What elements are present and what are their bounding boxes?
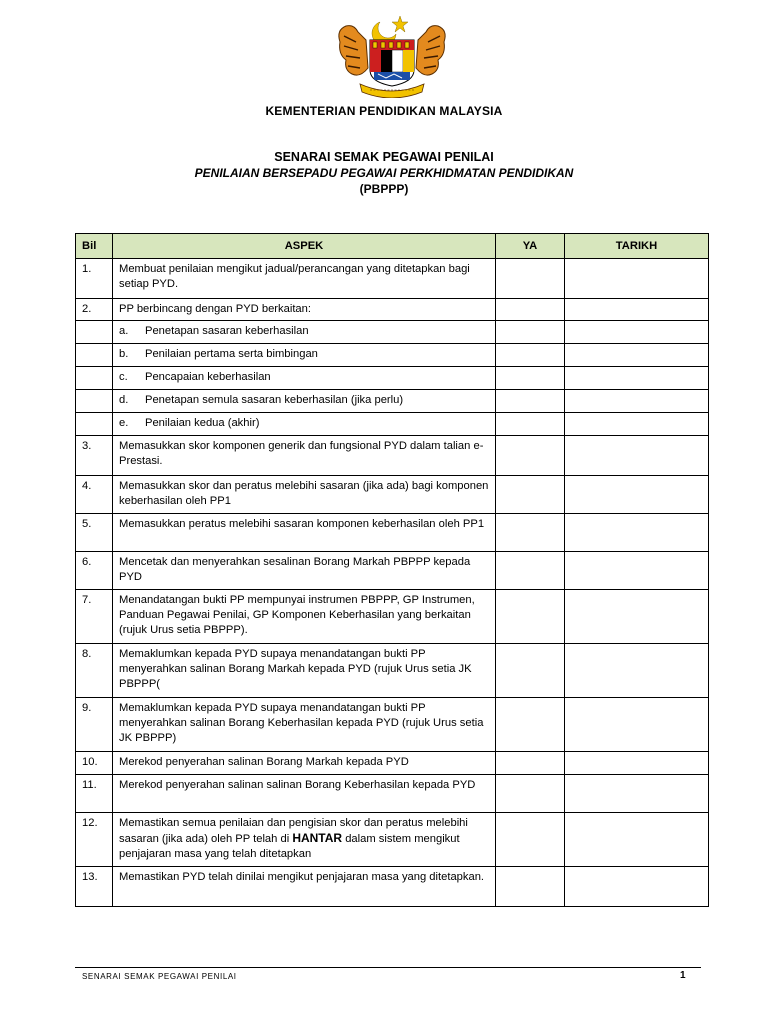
row-number: 6. xyxy=(76,552,113,590)
column-header-bil: Bil xyxy=(76,234,113,259)
sub-item-letter: c. xyxy=(119,371,128,383)
row-aspect: Membuat penilaian mengikut jadual/perancangan yang ditetapkan bagi setiap PYD. xyxy=(113,259,496,299)
row-number-empty xyxy=(76,321,113,344)
tarikh-cell[interactable] xyxy=(565,698,709,752)
tarikh-cell[interactable] xyxy=(565,552,709,590)
row-aspect xyxy=(113,367,496,390)
row-number: 13. xyxy=(76,867,113,907)
ya-cell[interactable] xyxy=(496,775,565,813)
table-subrow xyxy=(76,367,709,390)
table-row xyxy=(76,299,709,321)
ya-cell[interactable] xyxy=(496,299,565,321)
row-aspect: Mencetak dan menyerahkan sesalinan Borang Markah PBPPP kepada PYD xyxy=(113,552,496,590)
ya-cell[interactable] xyxy=(496,259,565,299)
table-row xyxy=(76,259,709,299)
column-header-tarikh: TARIKH xyxy=(565,234,709,259)
row-aspect xyxy=(113,321,496,344)
document-subtitle: PENILAIAN BERSEPADU PEGAWAI PERKHIDMATAN PENDIDIKAN xyxy=(194,166,574,180)
row-aspect: PP berbincang dengan PYD berkaitan: xyxy=(113,299,496,321)
row-aspect xyxy=(113,344,496,367)
ya-cell[interactable] xyxy=(496,514,565,552)
table-row xyxy=(76,752,709,775)
table-subrow xyxy=(76,321,709,344)
row-aspect: Memasukkan skor komponen generik dan fungsional PYD dalam talian e-Prestasi. xyxy=(113,436,496,476)
hantar-emphasis: HANTAR xyxy=(292,831,343,845)
row-number: 7. xyxy=(76,590,113,644)
sub-item-text: Penilaian pertama serta bimbingan xyxy=(145,348,318,360)
ya-cell[interactable] xyxy=(496,698,565,752)
tarikh-cell[interactable] xyxy=(565,299,709,321)
ya-cell[interactable] xyxy=(496,413,565,436)
row-number: 12. xyxy=(76,813,113,867)
column-header-ya: YA xyxy=(496,234,565,259)
row-number: 3. xyxy=(76,436,113,476)
tarikh-cell[interactable] xyxy=(565,413,709,436)
table-row xyxy=(76,867,709,907)
tarikh-cell[interactable] xyxy=(565,644,709,698)
ya-cell[interactable] xyxy=(496,752,565,775)
row-number: 1. xyxy=(76,259,113,299)
checklist-table xyxy=(75,233,709,907)
row-aspect xyxy=(113,413,496,436)
sub-item-text: Penetapan sasaran keberhasilan xyxy=(145,325,309,337)
row-aspect: Merekod penyerahan salinan salinan Borang Keberhasilan kepada PYD xyxy=(113,775,496,813)
row-number: 11. xyxy=(76,775,113,813)
tarikh-cell[interactable] xyxy=(565,867,709,907)
row-aspect: Menandatangan bukti PP mempunyai instrumen PBPPP, GP Instrumen, Panduan Pegawai Penilai, GP Komponen Keberhasilan yang berkaitan (rujuk Urus setia PBPPP). xyxy=(113,590,496,644)
row-number: 8. xyxy=(76,644,113,698)
sub-item-text: Penilaian kedua (akhir) xyxy=(145,417,260,429)
page-number: 1 xyxy=(680,970,686,981)
ya-cell[interactable] xyxy=(496,436,565,476)
tarikh-cell[interactable] xyxy=(565,344,709,367)
ya-cell[interactable] xyxy=(496,644,565,698)
table-row xyxy=(76,775,709,813)
sub-item-text: Pencapaian keberhasilan xyxy=(145,371,271,383)
malaysia-coat-of-arms-icon xyxy=(330,12,454,98)
row-number: 5. xyxy=(76,514,113,552)
table-row xyxy=(76,644,709,698)
tarikh-cell[interactable] xyxy=(565,321,709,344)
tarikh-cell[interactable] xyxy=(565,775,709,813)
tarikh-cell[interactable] xyxy=(565,390,709,413)
tarikh-cell[interactable] xyxy=(565,813,709,867)
row-aspect: Memasukkan skor dan peratus melebihi sasaran (jika ada) bagi komponen keberhasilan oleh PP1 xyxy=(113,476,496,514)
tarikh-cell[interactable] xyxy=(565,436,709,476)
tarikh-cell[interactable] xyxy=(565,259,709,299)
table-subrow xyxy=(76,344,709,367)
aspect-text-after: dalam sistem mengikut penjajaran masa yang telah ditetapkan xyxy=(119,833,460,860)
row-number-empty xyxy=(76,344,113,367)
row-aspect: Memaklumkan kepada PYD supaya menandatangan bukti PP menyerahkan salinan Borang Keberhasilan kepada PYD (rujuk Urus setia JK PBPPP) xyxy=(113,698,496,752)
table-row xyxy=(76,552,709,590)
row-number-empty xyxy=(76,367,113,390)
row-number: 4. xyxy=(76,476,113,514)
tarikh-cell[interactable] xyxy=(565,752,709,775)
table-row xyxy=(76,813,709,867)
ya-cell[interactable] xyxy=(496,321,565,344)
ministry-name: KEMENTERIAN PENDIDIKAN MALAYSIA xyxy=(265,104,503,118)
aspect-text-before: Memastikan semua penilaian dan pengisian skor dan peratus melebihi sasaran (jika ada) oleh PP telah di xyxy=(119,817,468,845)
row-number: 9. xyxy=(76,698,113,752)
row-number-empty xyxy=(76,390,113,413)
table-row xyxy=(76,436,709,476)
column-header-aspek: ASPEK xyxy=(113,234,496,259)
ya-cell[interactable] xyxy=(496,390,565,413)
ya-cell[interactable] xyxy=(496,344,565,367)
ya-cell[interactable] xyxy=(496,367,565,390)
table-row xyxy=(76,590,709,644)
row-aspect: Memastikan PYD telah dinilai mengikut penjajaran masa yang ditetapkan. xyxy=(113,867,496,907)
sub-item-text: Penetapan semula sasaran keberhasilan (jika perlu) xyxy=(145,394,404,406)
table-row xyxy=(76,476,709,514)
row-number: 2. xyxy=(76,299,113,321)
footer-divider xyxy=(75,967,701,968)
document-acronym: (PBPPP) xyxy=(359,182,409,196)
row-aspect xyxy=(113,390,496,413)
ya-cell[interactable] xyxy=(496,813,565,867)
table-row xyxy=(76,514,709,552)
sub-item-letter: b. xyxy=(119,348,129,360)
sub-item-letter: e. xyxy=(119,417,129,429)
table-subrow xyxy=(76,413,709,436)
table-subrow xyxy=(76,390,709,413)
row-aspect: Merekod penyerahan salinan Borang Markah kepada PYD xyxy=(113,752,496,775)
tarikh-cell[interactable] xyxy=(565,514,709,552)
tarikh-cell[interactable] xyxy=(565,367,709,390)
table-header-row xyxy=(76,234,709,259)
sub-item-letter: a. xyxy=(119,325,129,337)
sub-item-letter: d. xyxy=(119,394,129,406)
table-row xyxy=(76,698,709,752)
footer-label: SENARAI SEMAK PEGAWAI PENILAI xyxy=(82,972,237,981)
tarikh-cell[interactable] xyxy=(565,476,709,514)
ya-cell[interactable] xyxy=(496,867,565,907)
row-number-empty xyxy=(76,413,113,436)
row-aspect: Memasukkan peratus melebihi sasaran komponen keberhasilan oleh PP1 xyxy=(113,514,496,552)
tarikh-cell[interactable] xyxy=(565,590,709,644)
ya-cell[interactable] xyxy=(496,476,565,514)
ya-cell[interactable] xyxy=(496,552,565,590)
row-number: 10. xyxy=(76,752,113,775)
document-title: SENARAI SEMAK PEGAWAI PENILAI xyxy=(274,150,494,164)
row-aspect: Memaklumkan kepada PYD supaya menandatangan bukti PP menyerahkan salinan Borang Markah kepada PYD (rujuk Urus setia JK PBPPP( xyxy=(113,644,496,698)
row-aspect xyxy=(113,813,496,867)
ya-cell[interactable] xyxy=(496,590,565,644)
